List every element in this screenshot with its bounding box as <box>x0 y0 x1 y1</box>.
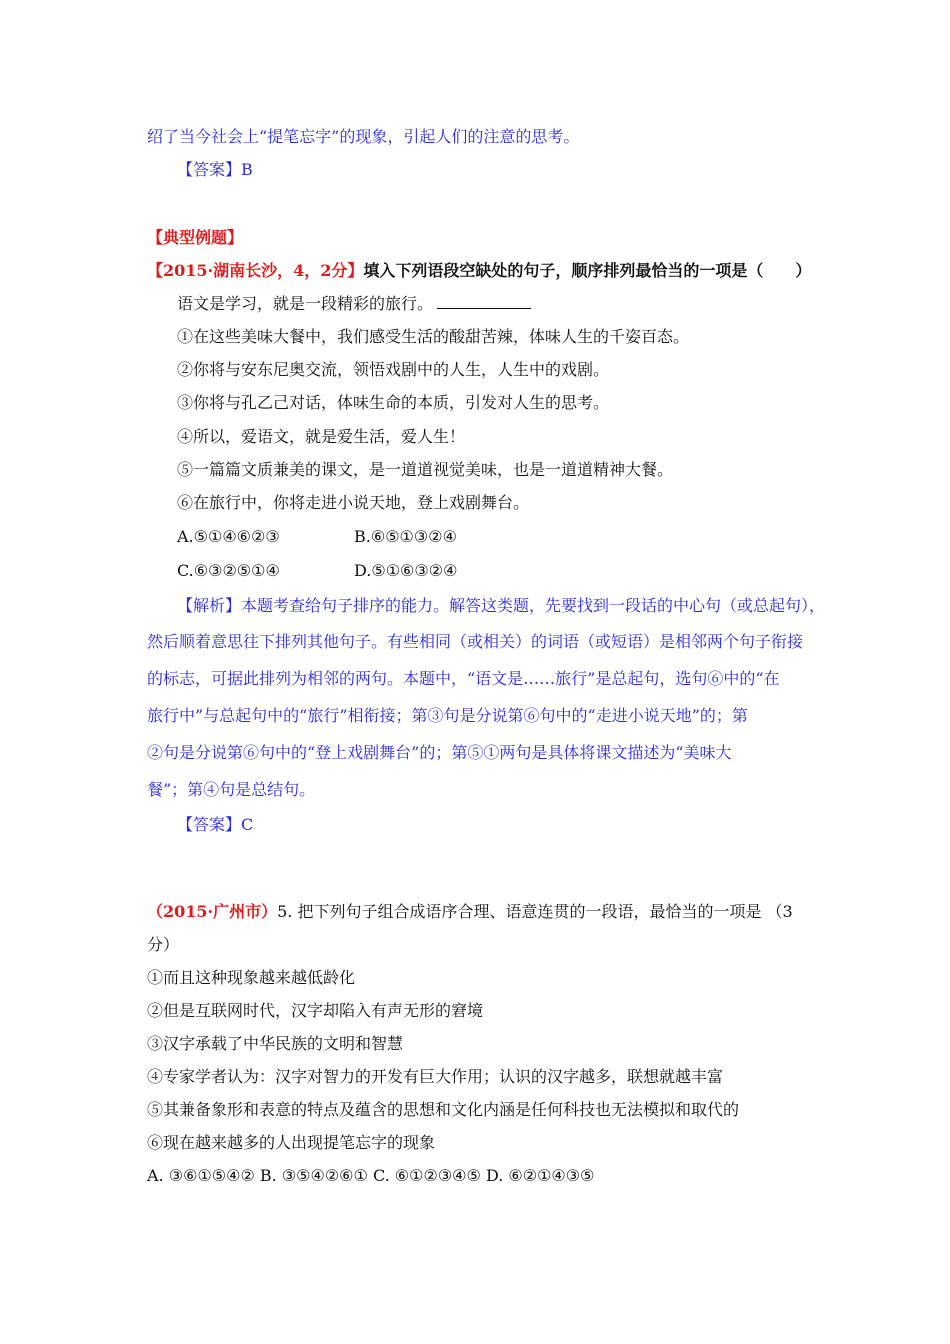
sentence-item: ⑥现在越来越多的人出现提笔忘字的现象 <box>147 1133 436 1152</box>
carry-over-text: 绍了当今社会上“提笔忘字”的现象，引起人们的注意的思考。 <box>147 127 580 146</box>
options-row-2 <box>177 561 577 581</box>
answer-value: C <box>241 815 254 834</box>
analysis-line: 然后顺着意思往下排列其他句子。有些相同（或相关）的词语（或短语）是相邻两个句子衔接 <box>147 632 804 651</box>
analysis-line: ②句是分说第⑥句中的“登上戏剧舞台”的；第⑤①两句是具体将课文描述为“美味大 <box>147 743 732 762</box>
sentence-item: ②但是互联网时代，汉字却陷入有声无形的窘境 <box>147 1001 484 1020</box>
question-2-options: A. ③⑥①⑤④② B. ③⑤④②⑥① C. ⑥①②③④⑤ D. ⑥②①④③⑤ <box>147 1166 595 1185</box>
answer-line-q1 <box>177 815 253 835</box>
option-d: D.⑤①⑥③②④ <box>354 561 458 580</box>
sentence-item: ①在这些美味大餐中，我们感受生活的酸甜苦辣，体味人生的千姿百态。 <box>177 327 690 346</box>
answer-label: 【答案】 <box>177 815 242 834</box>
question-2-source: （2015·广州市） <box>147 902 278 921</box>
answer-value: B <box>241 160 253 179</box>
question-2-prompt-cont: 分） <box>147 935 180 954</box>
sentence-item: ③你将与孔乙己对话，体味生命的本质，引发对人生的思考。 <box>177 393 610 412</box>
sentence-item: ④所以，爱语文，就是爱生活，爱人生！ <box>177 427 466 446</box>
sentence-item: ⑥在旅行中，你将走进小说天地，登上戏剧舞台。 <box>177 493 530 512</box>
sentence-item: ③汉字承载了中华民族的文明和智慧 <box>147 1034 404 1053</box>
question-1-source: 【2015·湖南长沙，4，2分】 <box>147 261 364 280</box>
question-2-header <box>147 902 793 922</box>
answer-blank <box>437 294 531 309</box>
sentence-item: ②你将与安东尼奥交流，领悟戏剧中的人生，人生中的戏剧。 <box>177 360 610 379</box>
analysis-line <box>177 596 825 616</box>
sentence-item: ⑤其兼备象形和表意的特点及蕴含的思想和文化内涵是任何科技也无法模拟和取代的 <box>147 1100 740 1119</box>
analysis-label: 【解析】 <box>177 596 242 615</box>
option-c: C.⑥③②⑤①④ <box>177 561 280 580</box>
question-1-stem <box>177 294 531 314</box>
answer-line-top <box>177 160 253 180</box>
question-1-header <box>147 261 811 281</box>
analysis-line: 旅行中”与总起句中的“旅行”相衔接；第③句是分说第⑥句中的“走进小说天地”的；第 <box>147 706 748 725</box>
analysis-line: 餐”；第④句是总结句。 <box>147 780 316 799</box>
analysis-line: 的标志，可据此排列为相邻的两句。本题中，“语文是……旅行”是总起句，选句⑥中的“在 <box>147 669 780 688</box>
option-a: A.⑤①④⑥②③ <box>177 527 280 546</box>
sentence-item: ⑤一篇篇文质兼美的课文，是一道道视觉美味，也是一道道精神大餐。 <box>177 460 674 479</box>
question-2-prompt: 5. 把下列句子组合成语序合理、语意连贯的一段语，最恰当的一项是 （3 <box>277 902 793 921</box>
answer-label: 【答案】 <box>177 160 242 179</box>
options-row-1 <box>177 527 577 547</box>
analysis-text: 本题考查给句子排序的能力。解答这类题，先要找到一段话的中心句（或总起句）， <box>241 596 826 615</box>
sentence-item: ④专家学者认为：汉字对智力的开发有巨大作用；认识的汉字越多，联想就越丰富 <box>147 1067 724 1086</box>
section-heading: 【典型例题】 <box>147 228 244 247</box>
sentence-item: ①而且这种现象越来越低龄化 <box>147 968 356 987</box>
question-1-prompt: 填入下列语段空缺处的句子，顺序排列最恰当的一项是（ ） <box>363 261 812 280</box>
option-b: B.⑥⑤①③②④ <box>354 527 457 546</box>
stem-text: 语文是学习，就是一段精彩的旅行。 <box>177 294 434 313</box>
